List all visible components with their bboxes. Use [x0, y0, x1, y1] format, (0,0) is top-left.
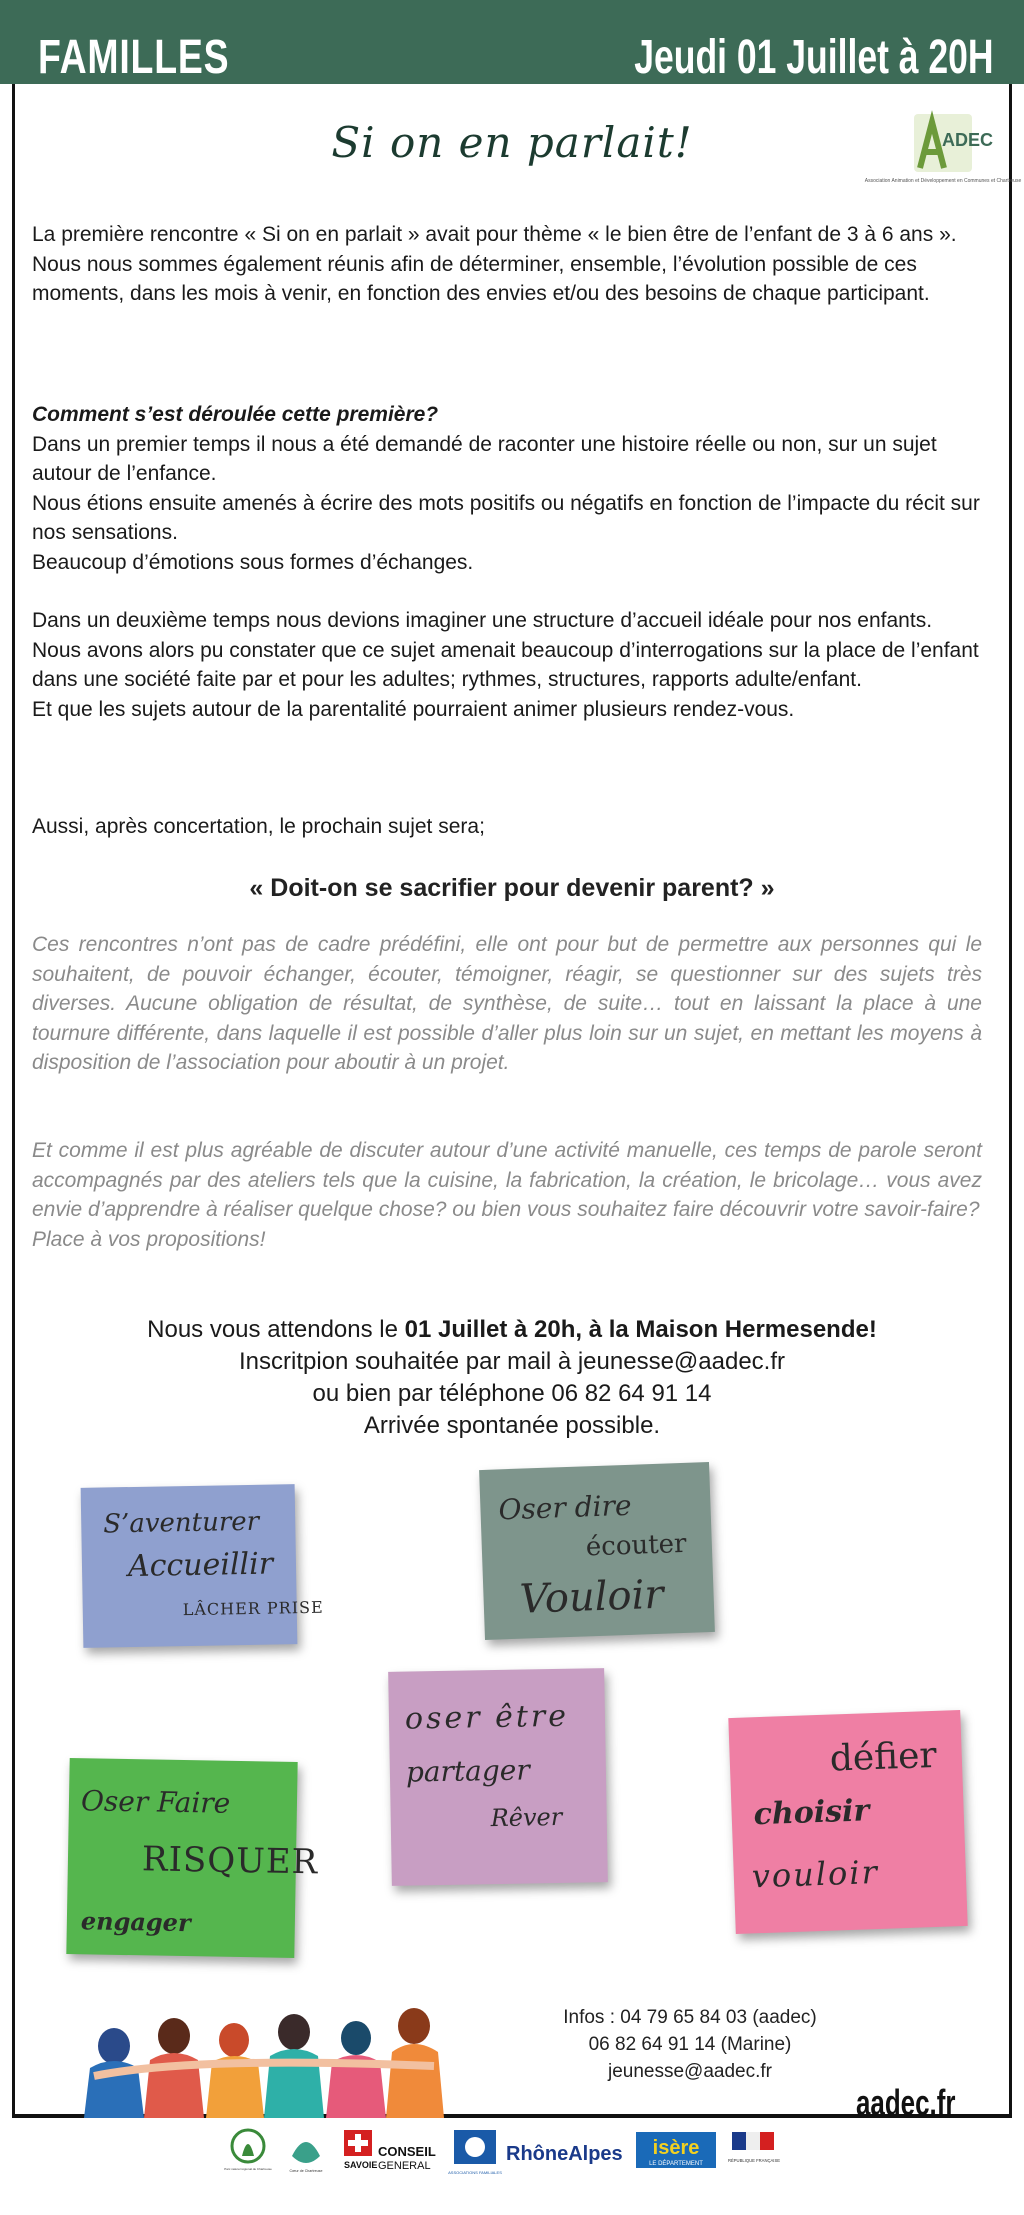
intro-line-1: La première rencontre « Si on en parlait » avait pour thème « le bien être de l’enfant de 3 à 6 ans ».: [32, 223, 957, 246]
note-word: Accueillir: [127, 1546, 274, 1585]
section1-line-1: Dans un premier temps il nous a été demandé de raconter une histoire réelle ou non, sur un sujet autour de l’enfance.: [32, 432, 937, 485]
note-word: Oser dire: [497, 1488, 633, 1527]
contact-info: [540, 2004, 840, 2085]
note-word: vouloir: [751, 1852, 880, 1896]
invite-line-4: Arrivée spontanée possible.: [363, 1412, 661, 1439]
partner-name: Parc naturel régional de Chartreuse: [224, 2167, 272, 2171]
partner-name: CONSEIL: [378, 2144, 436, 2159]
republique-logo: [726, 2126, 782, 2182]
note-word: oser être: [404, 1698, 570, 1737]
note-word: défier: [829, 1734, 938, 1780]
sticky-note-pink-purple: [388, 1668, 608, 1886]
event-date: Jeudi 01 Juillet à 20H: [634, 31, 994, 84]
note-word: S’aventurer: [103, 1506, 260, 1540]
invitation-block: [0, 1314, 1024, 1442]
page-title: Si on en parlait!: [331, 118, 693, 167]
note-word: Rêver: [490, 1802, 563, 1833]
logo-tagline: Association Animation et Développement en Communes et Chartreuse: [864, 178, 1022, 184]
note-word: écouter: [585, 1528, 687, 1563]
info-paragraph-2-end: Place à vos propositions!: [32, 1227, 266, 1251]
next-topic-question: « Doit-on se sacrifier pour devenir parent? »: [249, 874, 775, 902]
section-heading: Comment s’est déroulée cette première?: [32, 403, 439, 426]
partner-name: LE DÉPARTEMENT: [649, 2161, 703, 2167]
aadec-logo: [864, 112, 1022, 198]
isere-logo: [634, 2126, 718, 2182]
section-first-part: [32, 400, 982, 577]
udaf-logo: [448, 2126, 502, 2182]
partner-logos: [0, 2126, 1024, 2186]
note-word: LÂCHER PRISE: [182, 1597, 324, 1620]
partner-name: ASSOCIATIONS FAMILIALES: [448, 2170, 502, 2175]
partner-name: Cœur de Chartreuse: [289, 2169, 323, 2173]
note-word: Vouloir: [518, 1571, 665, 1623]
website-link[interactable]: aadec.fr: [856, 2082, 956, 2123]
contact-phone-marine: 06 82 64 91 14 (Marine): [588, 2034, 792, 2055]
info-paragraph-2-text: Et comme il est plus agréable de discuter autour d’une activité manuelle, ces temps de parole seront accompagnés par des ateliers tels que la cuisine, la fabrication, la création, le bricolage… vous avez envie d’apprendre à réaliser quelque chose? ou bien vous souhaitez faire découvrir votre savoir-faire?: [32, 1139, 982, 1221]
logo-text: ADEC: [942, 130, 994, 150]
sticky-note-blue: [81, 1484, 324, 1648]
partner-name: GENERAL: [378, 2160, 431, 2172]
intro-line-2: Nous nous sommes également réunis afin de déterminer, ensemble, l’évolution possible de ces moments, dans les mois à venir, en fonction des envies et/ou des besoins de chaque participant.: [32, 252, 930, 305]
partner-name: isère: [652, 2137, 700, 2159]
section-label: FAMILLES: [38, 31, 230, 84]
invite-pre: Nous vous attendons le: [147, 1316, 405, 1343]
invite-date-place: 01 Juillet à 20h, à la Maison Hermesende!: [404, 1316, 877, 1343]
partner-name: RhôneAlpes: [506, 2143, 623, 2165]
note-word: partager: [405, 1753, 530, 1789]
note-word: choisir: [753, 1793, 870, 1833]
invite-line-3: ou bien par téléphone 06 82 64 91 14: [312, 1380, 712, 1407]
note-word: RISQUER: [141, 1839, 319, 1883]
people-illustration: [74, 1996, 524, 2118]
next-topic-intro: Aussi, après concertation, le prochain sujet sera;: [32, 815, 485, 838]
contact-email[interactable]: jeunesse@aadec.fr: [608, 2061, 772, 2082]
info-paragraph-2: [32, 1136, 982, 1254]
note-word: Oser Faire: [80, 1784, 231, 1820]
section1-line-3: Beaucoup d’émotions sous formes d’échanges.: [32, 550, 474, 574]
section2-line-1: Dans un deuxième temps nous devions imaginer une structure d’accueil idéale pour nos enfants.: [32, 609, 933, 632]
sticky-note-green: [66, 1758, 319, 1958]
section2-line-3: Et que les sujets autour de la parentalité pourraient animer plusieurs rendez-vous.: [32, 697, 795, 721]
chartreuse-park-logo: [226, 2126, 270, 2182]
section2-line-2: Nous avons alors pu constater que ce sujet amenait beaucoup d’interrogations sur la place de l’enfant dans une société faite par et pour les adultes; rythmes, structures, rapports adulte/enfant.: [32, 638, 979, 691]
sticky-note-pink: [728, 1710, 967, 1934]
section-second-part: [32, 606, 982, 724]
invite-line-1: [0, 1314, 1024, 1346]
contact-phone-aadec: Infos : 04 79 65 84 03 (aadec): [563, 2007, 817, 2028]
section1-line-2: Nous étions ensuite amenés à écrire des mots positifs ou négatifs en fonction de l’impacte du récit sur nos sensations.: [32, 491, 980, 544]
rhone-alpes-logo: [504, 2126, 630, 2182]
partner-name: SAVOIE: [344, 2160, 378, 2170]
coeur-chartreuse-logo: [284, 2126, 328, 2182]
savoie-logo: [340, 2126, 444, 2182]
partner-name: RÉPUBLIQUE FRANÇAISE: [727, 2158, 781, 2163]
intro-paragraph: [32, 220, 982, 309]
note-word: engager: [80, 1906, 191, 1938]
invite-line-2: Inscritpion souhaitée par mail à jeunesse@aadec.fr: [239, 1348, 785, 1375]
info-paragraph-1: Ces rencontres n’ont pas de cadre prédéfini, elle ont pour but de permettre aux personnes qui le souhaitent, de pouvoir échanger, écouter, témoigner, réagir, se questionner sur des sujets très diverses. Aucune obligation de résultat, de synthèse, de suite… tout en laissant la place à une tournure différente, dans laquelle il est possible d’aller plus loin sur un sujet, en mettant les moyens à disposition de l’association pour aboutir à un projet.: [32, 933, 982, 1074]
sticky-note-grey-green: [479, 1462, 715, 1640]
